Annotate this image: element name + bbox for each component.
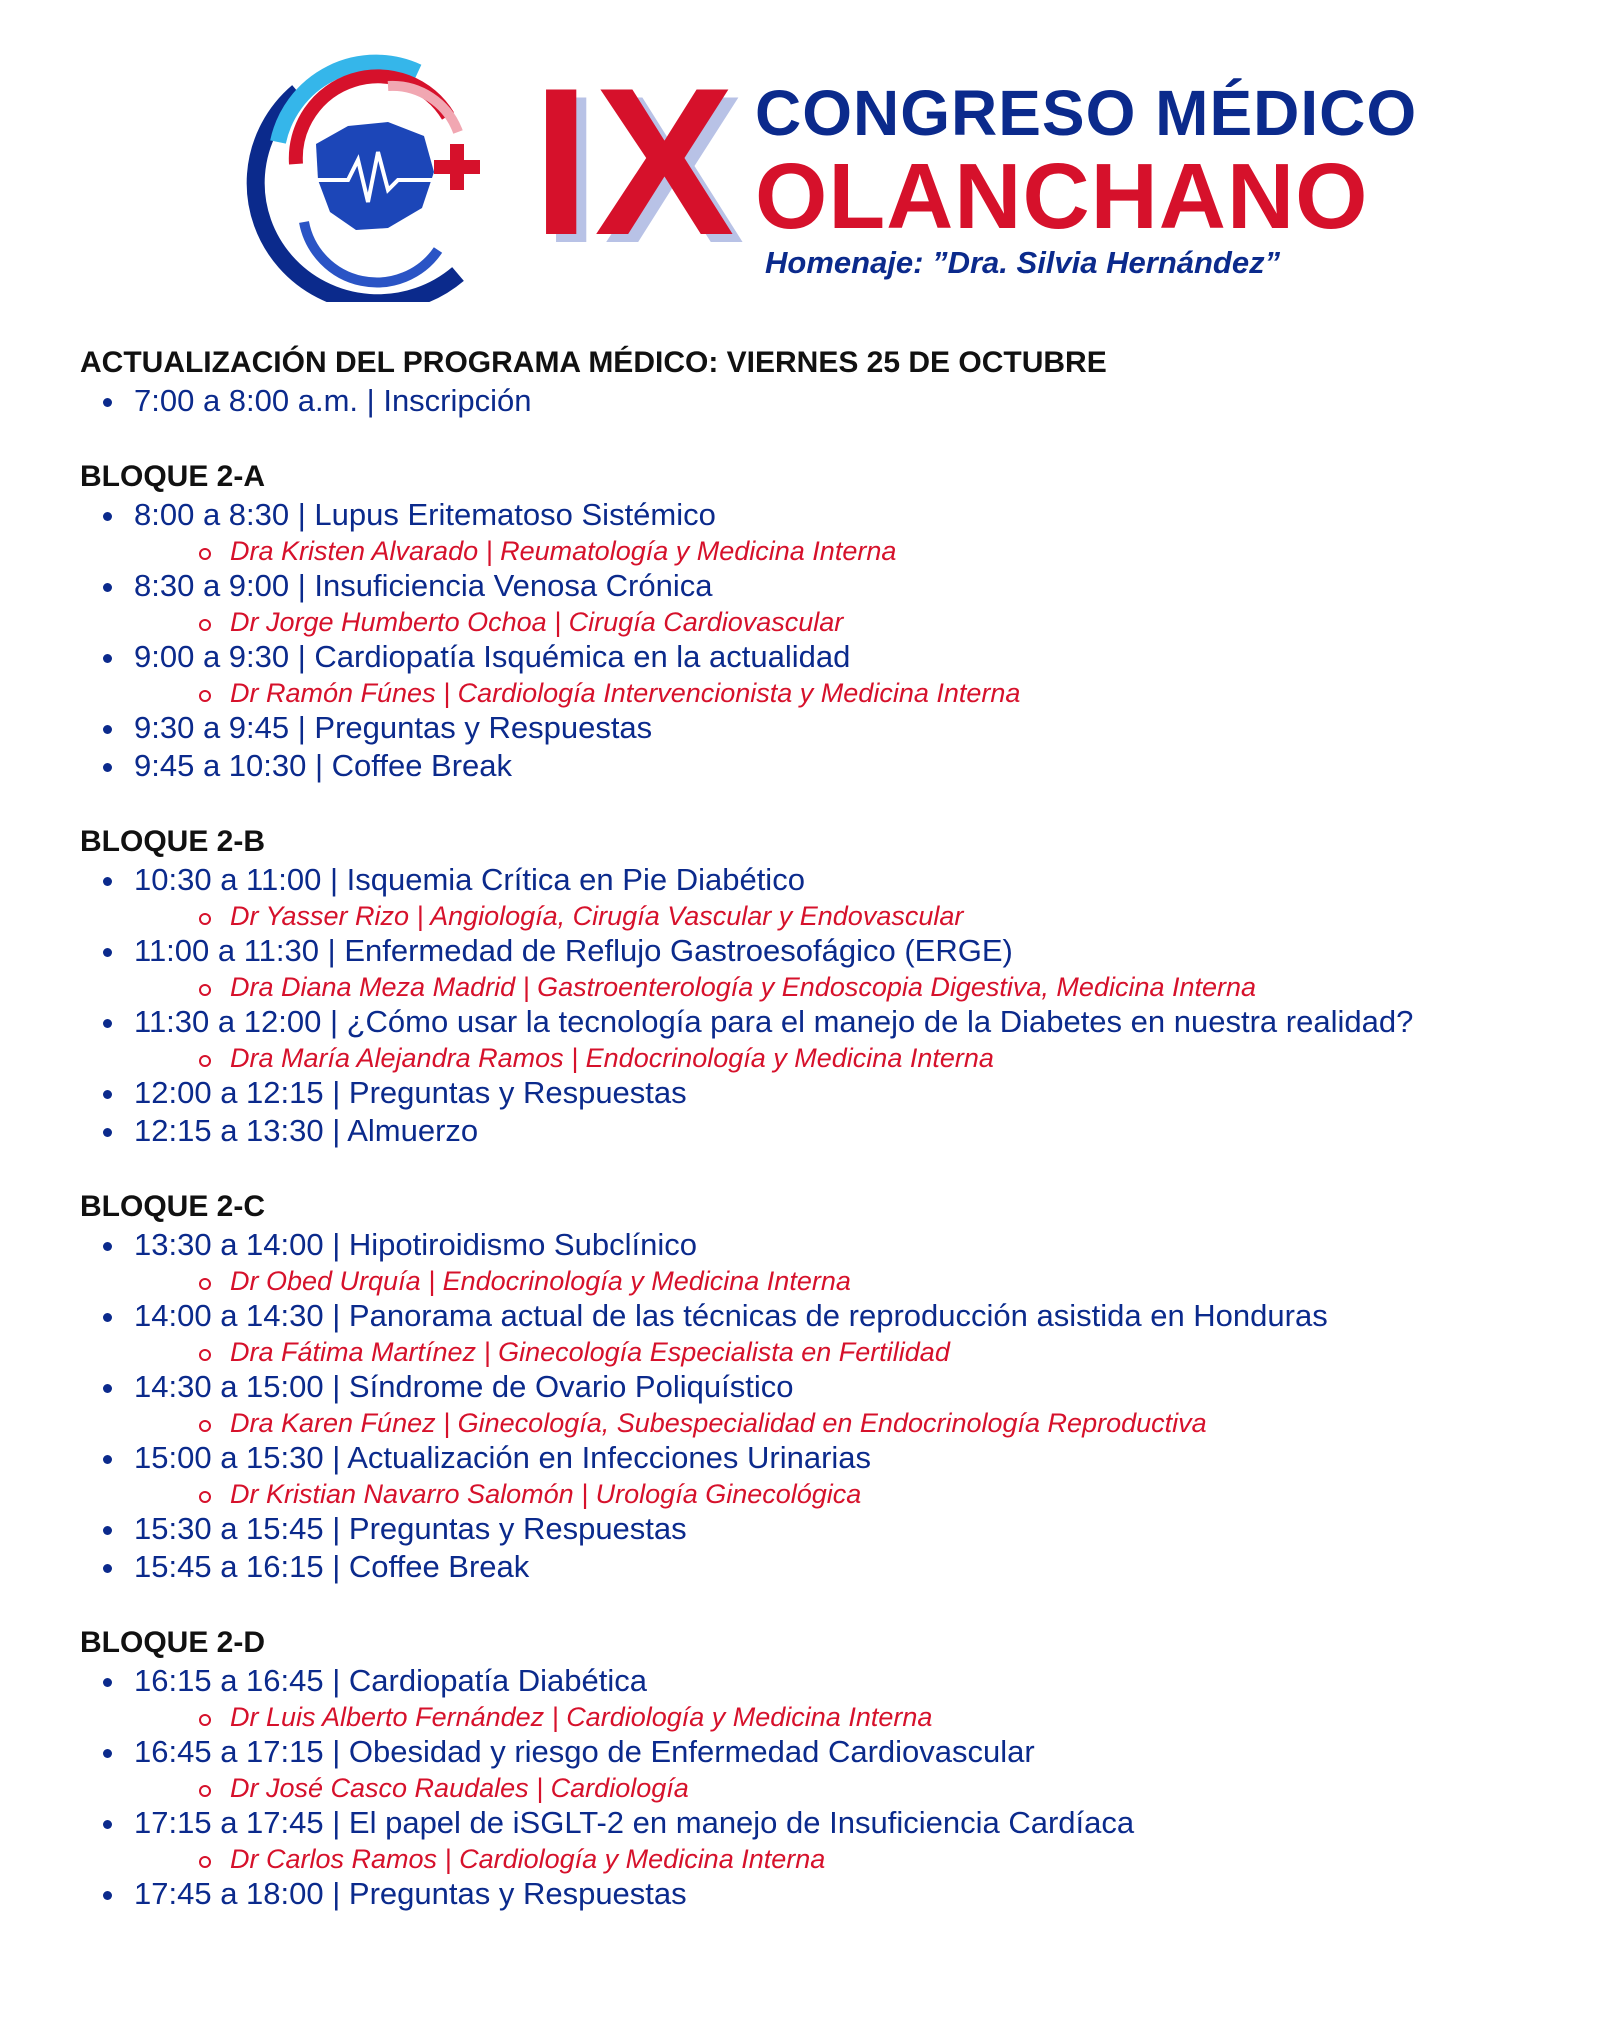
session-time: 13:30 a 14:00 [134, 1227, 324, 1262]
speaker-line: Dr Ramón Fúnes | Cardiología Intervencionista y Medicina Interna [134, 677, 1600, 710]
speaker-name: Dra Diana Meza Madrid [230, 972, 516, 1002]
speaker-specialty: Cardiología Intervencionista y Medicina Interna [457, 678, 1021, 708]
session-title: Cardiopatía Diabética [348, 1663, 648, 1698]
schedule-item [80, 568, 1600, 639]
session-title: Almuerzo [347, 1113, 479, 1148]
session-title: Actualización en Infecciones Urinarias [347, 1440, 872, 1475]
session-time: 16:45 a 17:15 [134, 1734, 324, 1769]
session-time: 8:00 a 8:30 [134, 497, 290, 532]
session-title: Preguntas y Respuestas [348, 1876, 687, 1911]
speaker-name: Dr Carlos Ramos [230, 1844, 438, 1874]
intro-list [80, 383, 1600, 421]
speaker-name: Dr Luis Alberto Fernández [230, 1702, 545, 1732]
session-line: 17:15 a 17:45 | El papel de iSGLT-2 en manejo de Insuficiencia Cardíaca [134, 1805, 1600, 1843]
title-line-2: OLANCHANO [755, 144, 1369, 248]
schedule-item [80, 1113, 1600, 1151]
speaker-name: Dr Jorge Humberto Ochoa [230, 607, 547, 637]
speaker-line: Dr Luis Alberto Fernández | Cardiología y Medicina Interna [134, 1701, 1600, 1734]
speaker-line: Dra Fátima Martínez | Ginecología Especialista en Fertilidad [134, 1336, 1600, 1369]
session-time: 12:00 a 12:15 [134, 1075, 324, 1110]
block-items [80, 1227, 1600, 1587]
session-line: 14:00 a 14:30 | Panorama actual de las técnicas de reproducción asistida en Honduras [134, 1298, 1600, 1336]
session-time: 16:15 a 16:45 [134, 1663, 324, 1698]
speaker-line: Dra Karen Fúnez | Ginecología, Subespecialidad en Endocrinología Reproductiva [134, 1407, 1600, 1440]
session-time: 14:30 a 15:00 [134, 1369, 324, 1404]
program-block [80, 457, 1600, 786]
schedule-item [80, 1004, 1600, 1075]
session-title: Insuficiencia Venosa Crónica [314, 568, 713, 603]
session-title: Preguntas y Respuestas [348, 1075, 687, 1110]
speaker-specialty: Cardiología y Medicina Interna [459, 1844, 826, 1874]
session-time: 9:45 a 10:30 [134, 748, 307, 783]
schedule-item [80, 1227, 1600, 1298]
session-line: 11:00 a 11:30 | Enfermedad de Reflujo Gastroesofágico (ERGE) [134, 933, 1600, 971]
session-title: Inscripción [383, 383, 532, 418]
schedule-item [80, 1876, 1600, 1914]
session-title: Coffee Break [348, 1549, 530, 1584]
block-heading: BLOQUE 2-B [80, 825, 266, 858]
schedule-item [80, 1549, 1600, 1587]
session-time: 17:45 a 18:00 [134, 1876, 324, 1911]
speaker-line: Dra María Alejandra Ramos | Endocrinología y Medicina Interna [134, 1042, 1600, 1075]
session-title: Hipotiroidismo Subclínico [348, 1227, 697, 1262]
session-title: El papel de iSGLT-2 en manejo de Insuficiencia Cardíaca [348, 1805, 1135, 1840]
block-items [80, 497, 1600, 786]
speaker-line: Dr Yasser Rizo | Angiología, Cirugía Vascular y Endovascular [134, 900, 1600, 933]
schedule-item [80, 639, 1600, 710]
session-title: Enfermedad de Reflujo Gastroesofágico (ERGE) [344, 933, 1013, 968]
session-line: 17:45 a 18:00 | Preguntas y Respuestas [134, 1876, 1600, 1914]
session-title: Coffee Break [331, 748, 513, 783]
speaker-line: Dr José Casco Raudales | Cardiología [134, 1772, 1600, 1805]
speaker-line: Dr Obed Urquía | Endocrinología y Medicina Interna [134, 1265, 1600, 1298]
speaker-line: Dr Jorge Humberto Ochoa | Cirugía Cardiovascular [134, 606, 1600, 639]
program-schedule [80, 343, 1600, 1914]
speaker-specialty: Cardiología [550, 1773, 689, 1803]
speaker-specialty: Cardiología y Medicina Interna [566, 1702, 933, 1732]
schedule-item [80, 383, 1600, 421]
tribute-line: Homenaje: ”Dra. Silvia Hernández” [765, 245, 1281, 280]
session-time: 12:15 a 13:30 [134, 1113, 324, 1148]
speaker-specialty: Ginecología, Subespecialidad en Endocrinología Reproductiva [457, 1408, 1207, 1438]
session-time: 15:45 a 16:15 [134, 1549, 324, 1584]
block-heading: BLOQUE 2-D [80, 1626, 266, 1659]
session-time: 15:30 a 15:45 [134, 1511, 324, 1546]
speaker-specialty: Endocrinología y Medicina Interna [585, 1043, 994, 1073]
session-time: 9:00 a 9:30 [134, 639, 290, 674]
block-items [80, 1663, 1600, 1914]
session-line: 15:00 a 15:30 | Actualización en Infecciones Urinarias [134, 1440, 1600, 1478]
session-line: 15:45 a 16:15 | Coffee Break [134, 1549, 1600, 1587]
speaker-line: Dr Carlos Ramos | Cardiología y Medicina Interna [134, 1843, 1600, 1876]
block-items [80, 862, 1600, 1151]
block-heading: BLOQUE 2-A [80, 460, 266, 493]
title-line-1: CONGRESO MÉDICO [755, 77, 1418, 149]
schedule-item [80, 497, 1600, 568]
session-line: 9:45 a 10:30 | Coffee Break [134, 748, 1600, 786]
session-time: 17:15 a 17:45 [134, 1805, 324, 1840]
session-time: 11:00 a 11:30 [134, 933, 320, 968]
speaker-name: Dr José Casco Raudales [230, 1773, 529, 1803]
session-time: 10:30 a 11:00 [134, 862, 322, 897]
program-block [80, 822, 1600, 1151]
session-time: 8:30 a 9:00 [134, 568, 290, 603]
schedule-item [80, 710, 1600, 748]
session-line: 7:00 a 8:00 a.m. | Inscripción [134, 383, 1600, 421]
session-line: 11:30 a 12:00 | ¿Cómo usar la tecnología para el manejo de la Diabetes en nuestra realidad? [134, 1004, 1600, 1042]
session-line: 12:00 a 12:15 | Preguntas y Respuestas [134, 1075, 1600, 1113]
schedule-item [80, 1805, 1600, 1876]
heart-map-cross-logo [238, 52, 498, 302]
speaker-line: Dr Kristian Navarro Salomón | Urología Ginecológica [134, 1478, 1600, 1511]
congress-header [0, 0, 1620, 320]
schedule-item [80, 1075, 1600, 1113]
speaker-specialty: Urología Ginecológica [595, 1479, 862, 1509]
speaker-specialty: Gastroenterología y Endoscopia Digestiva, Medicina Interna [537, 972, 1257, 1002]
speaker-specialty: Angiología, Cirugía Vascular y Endovascular [430, 901, 964, 931]
session-time: 11:30 a 12:00 [134, 1004, 322, 1039]
speaker-specialty: Ginecología Especialista en Fertilidad [498, 1337, 950, 1367]
session-title: Lupus Eritematoso Sistémico [314, 497, 716, 532]
speaker-specialty: Reumatología y Medicina Interna [500, 536, 897, 566]
speaker-name: Dr Kristian Navarro Salomón [230, 1479, 574, 1509]
program-blocks [80, 421, 1600, 1914]
session-title: Preguntas y Respuestas [348, 1511, 687, 1546]
speaker-specialty: Endocrinología y Medicina Interna [442, 1266, 851, 1296]
session-title: Obesidad y riesgo de Enfermedad Cardiovascular [348, 1734, 1035, 1769]
speaker-name: Dr Obed Urquía [230, 1266, 421, 1296]
speaker-name: Dra Karen Fúnez [230, 1408, 436, 1438]
schedule-item [80, 1511, 1600, 1549]
session-title: Panorama actual de las técnicas de reproducción asistida en Honduras [348, 1298, 1328, 1333]
schedule-item [80, 1663, 1600, 1734]
program-heading: ACTUALIZACIÓN DEL PROGRAMA MÉDICO: VIERNES 25 DE OCTUBRE [80, 346, 1107, 379]
session-line: 14:30 a 15:00 | Síndrome de Ovario Poliquístico [134, 1369, 1600, 1407]
session-time: 15:00 a 15:30 [134, 1440, 324, 1475]
speaker-name: Dra María Alejandra Ramos [230, 1043, 564, 1073]
speaker-line: Dra Kristen Alvarado | Reumatología y Medicina Interna [134, 535, 1600, 568]
session-line: 12:15 a 13:30 | Almuerzo [134, 1113, 1600, 1151]
session-time: 7:00 a 8:00 a.m. [134, 383, 359, 418]
session-line: 13:30 a 14:00 | Hipotiroidismo Subclínico [134, 1227, 1600, 1265]
session-title: ¿Cómo usar la tecnología para el manejo de la Diabetes en nuestra realidad? [346, 1004, 1414, 1039]
speaker-name: Dra Fátima Martínez [230, 1337, 477, 1367]
session-time: 14:00 a 14:30 [134, 1298, 324, 1333]
session-line: 8:00 a 8:30 | Lupus Eritematoso Sistémico [134, 497, 1600, 535]
session-title: Síndrome de Ovario Poliquístico [348, 1369, 794, 1404]
schedule-item [80, 1440, 1600, 1511]
schedule-item [80, 1369, 1600, 1440]
speaker-name: Dr Yasser Rizo [230, 901, 410, 931]
session-line: 16:45 a 17:15 | Obesidad y riesgo de Enfermedad Cardiovascular [134, 1734, 1600, 1772]
session-title: Preguntas y Respuestas [314, 710, 653, 745]
congress-title [755, 77, 1418, 248]
session-line: 9:00 a 9:30 | Cardiopatía Isquémica en la actualidad [134, 639, 1600, 677]
session-line: 16:15 a 16:45 | Cardiopatía Diabética [134, 1663, 1600, 1701]
session-line: 10:30 a 11:00 | Isquemia Crítica en Pie Diabético [134, 862, 1600, 900]
schedule-item [80, 1734, 1600, 1805]
schedule-item [80, 862, 1600, 933]
edition-numeral: IX [532, 44, 739, 279]
block-heading: BLOQUE 2-C [80, 1190, 266, 1223]
session-line: 9:30 a 9:45 | Preguntas y Respuestas [134, 710, 1600, 748]
schedule-item [80, 748, 1600, 786]
schedule-item [80, 1298, 1600, 1369]
program-block [80, 1187, 1600, 1587]
speaker-name: Dr Ramón Fúnes [230, 678, 436, 708]
session-time: 9:30 a 9:45 [134, 710, 290, 745]
speaker-specialty: Cirugía Cardiovascular [568, 607, 844, 637]
schedule-item [80, 933, 1600, 1004]
session-title: Cardiopatía Isquémica en la actualidad [314, 639, 851, 674]
speaker-line: Dra Diana Meza Madrid | Gastroenterología y Endoscopia Digestiva, Medicina Interna [134, 971, 1600, 1004]
session-line: 15:30 a 15:45 | Preguntas y Respuestas [134, 1511, 1600, 1549]
speaker-name: Dra Kristen Alvarado [230, 536, 479, 566]
session-line: 8:30 a 9:00 | Insuficiencia Venosa Crónica [134, 568, 1600, 606]
program-block [80, 1623, 1600, 1914]
session-title: Isquemia Crítica en Pie Diabético [346, 862, 805, 897]
